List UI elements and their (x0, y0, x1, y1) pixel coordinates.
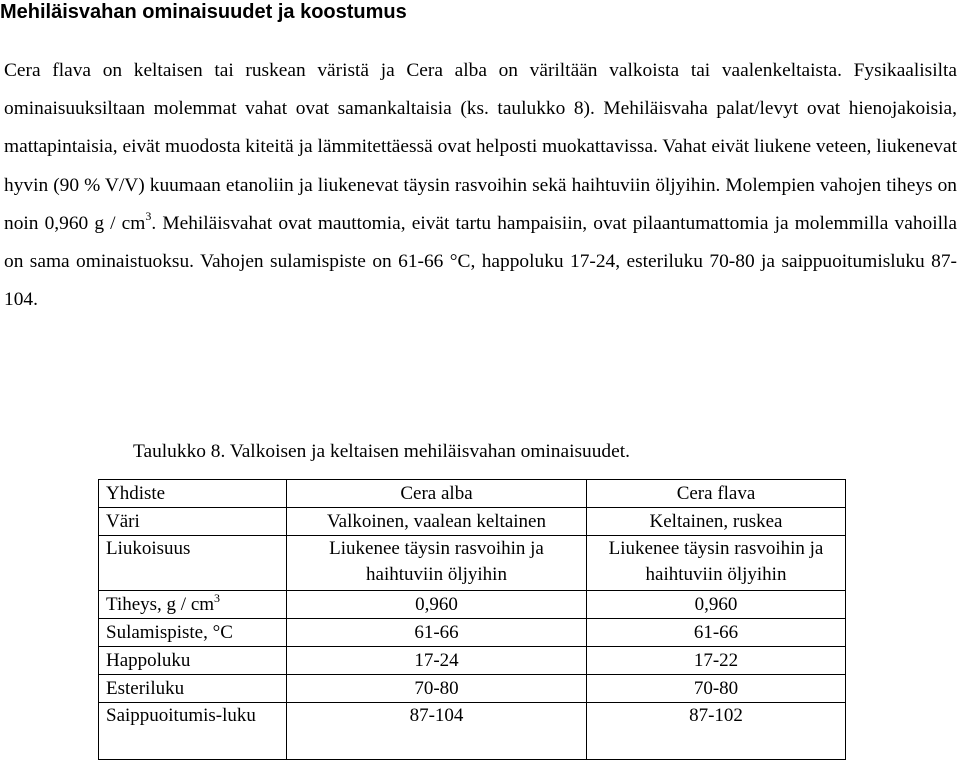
table-cell: 87-104 (287, 703, 587, 760)
paragraph-text-part2: . Mehiläisvahat ovat mauttomia, eivät tartu hampaisiin, ovat pilaantumattomia ja molemmilla vahoilla on sama ominaistuoksu. Vahojen sulamispiste on 61-66 °C, happoluku 17-24, esteriluku 70-80 ja saippuoitumisluku 87-104. (4, 212, 957, 311)
superscript-3: 3 (145, 209, 152, 224)
properties-table (98, 479, 846, 760)
table-cell: Liukenee täysin rasvoihin ja haihtuviin öljyihin (287, 536, 587, 591)
header-cell-cera-flava: Cera flava (587, 480, 846, 508)
table-cell: 61-66 (287, 619, 587, 647)
row-label: Liukoisuus (99, 536, 287, 591)
table-row (99, 675, 846, 703)
row-label: Sulamispiste, °C (99, 619, 287, 647)
table-cell: Liukenee täysin rasvoihin ja haihtuviin öljyihin (587, 536, 846, 591)
page-title: Mehiläisvahan ominaisuudet ja koostumus (0, 1, 407, 23)
table-caption: Taulukko 8. Valkoisen ja keltaisen mehiläisvahan ominaisuudet. (133, 441, 630, 462)
table-cell: 87-102 (587, 703, 846, 760)
row-label (99, 591, 287, 619)
table-row (99, 647, 846, 675)
table-cell: 70-80 (587, 675, 846, 703)
table-header-row (99, 480, 846, 508)
table-cell: 0,960 (287, 591, 587, 619)
row-label: Saippuoitumis-luku (99, 703, 287, 760)
table-row (99, 619, 846, 647)
density-superscript: 3 (214, 590, 221, 605)
table-row (99, 591, 846, 619)
table-row (99, 536, 846, 591)
body-paragraph (4, 52, 957, 319)
table-cell: 70-80 (287, 675, 587, 703)
table-row (99, 508, 846, 536)
table-cell: Valkoinen, vaalean keltainen (287, 508, 587, 536)
table-cell: 17-22 (587, 647, 846, 675)
table-cell: 17-24 (287, 647, 587, 675)
table-cell: 61-66 (587, 619, 846, 647)
table-cell: Keltainen, ruskea (587, 508, 846, 536)
table-row (99, 703, 846, 760)
row-label: Esteriluku (99, 675, 287, 703)
row-label: Happoluku (99, 647, 287, 675)
header-cell-cera-alba: Cera alba (287, 480, 587, 508)
row-label: Väri (99, 508, 287, 536)
paragraph-text-part1: Cera flava on keltaisen tai ruskean väristä ja Cera alba on väriltään valkoista tai vaalenkeltaista. Fysikaalisilta ominaisuuksiltaan molemmat vahat ovat samankaltaisia (ks. taulukko 8). Mehiläisvaha palat/levyt ovat hienojakoisia, mattapintaisia, eivät muodosta kiteitä ja lämmitettäessä ovat helposti muokattavissa. Vahat eivät liukene veteen, liukenevat hyvin (90 % V/V) kuumaan etanoliin ja liukenevat täysin rasvoihin sekä haihtuviin öljyihin. Molempien vahojen tiheys on noin 0,960 g / cm (4, 60, 957, 234)
density-label: Tiheys, g / cm (106, 594, 215, 615)
header-cell-compound: Yhdiste (99, 480, 287, 508)
table-cell: 0,960 (587, 591, 846, 619)
